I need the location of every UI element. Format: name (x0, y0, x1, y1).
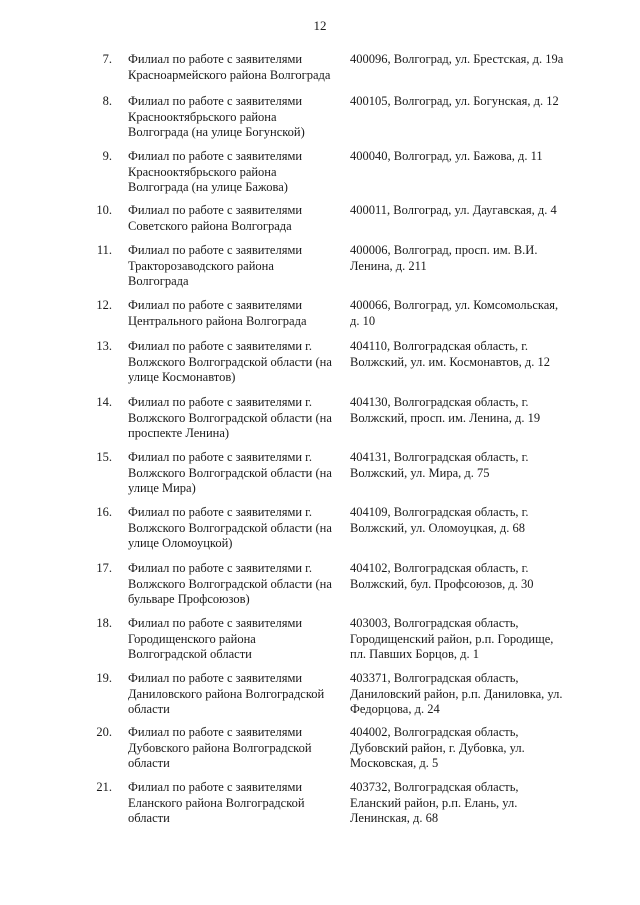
address-line: Даниловский район, р.п. Даниловка, ул. (350, 686, 563, 701)
address-line: Ленина, д. 211 (350, 258, 427, 273)
branch-name (128, 561, 346, 608)
branch-address (350, 671, 580, 718)
branch-name-line: Волжского Волгоградской области (на (128, 410, 332, 425)
row-number: 20. (96, 725, 112, 739)
branch-name-line: Филиал по работе с заявителями г. (128, 450, 313, 464)
row-number: 16. (96, 505, 112, 519)
branch-address (350, 505, 580, 536)
branch-name-line: Центрального района Волгограда (128, 313, 307, 328)
address-line: 400096, Волгоград, ул. Брестская, д. 19а (350, 52, 564, 66)
address-line: 404002, Волгоградская область, (350, 725, 519, 739)
page-number: 12 (313, 18, 327, 33)
branch-name (128, 298, 346, 329)
branch-name-line: Советского района Волгограда (128, 218, 292, 233)
row-number: 19. (96, 671, 112, 685)
branch-name (128, 505, 346, 552)
branch-name-line: Краснооктябрьского района (128, 109, 277, 124)
branch-name-line: Волжского Волгоградской области (на (128, 576, 332, 591)
branch-name-line: области (128, 756, 170, 770)
branch-name-line: Филиал по работе с заявителями (128, 52, 303, 66)
branch-name-line: области (128, 702, 170, 716)
branch-name-line: Филиал по работе с заявителями г. (128, 561, 313, 575)
branch-name (128, 725, 346, 772)
branch-name-line: Городищенского района (128, 631, 256, 646)
row-number: 14. (96, 395, 112, 409)
branch-name (128, 149, 346, 196)
row-number: 13. (96, 339, 112, 353)
branch-name-line: Красноармейского района Волгограда (128, 67, 331, 82)
branch-name (128, 671, 346, 718)
address-line: д. 10 (350, 313, 376, 328)
branch-name-line: Краснооктябрьского района (128, 164, 277, 179)
address-line: 400011, Волгоград, ул. Даугавская, д. 4 (350, 203, 557, 217)
row-number: 12. (96, 298, 112, 312)
address-line: Московская, д. 5 (350, 756, 439, 770)
address-line: 403732, Волгоградская область, (350, 780, 519, 794)
address-line: 400066, Волгоград, ул. Комсомольская, (350, 298, 559, 312)
branch-name-line: Филиал по работе с заявителями (128, 725, 303, 739)
address-line: 400105, Волгоград, ул. Богунская, д. 12 (350, 94, 559, 108)
address-line: Волжский, ул. Оломоуцкая, д. 68 (350, 520, 525, 535)
branch-name (128, 339, 346, 386)
branch-name-line: Филиал по работе с заявителями (128, 203, 303, 217)
address-line: 403371, Волгоградская область, (350, 671, 519, 685)
address-line: Еланский район, р.п. Елань, ул. (350, 795, 518, 810)
row-number: 15. (96, 450, 112, 464)
branch-address (350, 450, 580, 481)
branch-name-line: Волгограда (на улице Богунской) (128, 125, 305, 139)
branch-name-line: улице Мира) (128, 481, 196, 495)
branch-address (350, 203, 580, 219)
row-number: 10. (96, 203, 112, 217)
row-number: 17. (96, 561, 112, 575)
branch-name-line: бульваре Профсоюзов) (128, 592, 250, 606)
address-line: пл. Павших Борцов, д. 1 (350, 647, 479, 661)
branch-name-line: улице Оломоуцкой) (128, 536, 233, 550)
row-number: 8. (102, 94, 112, 108)
branch-name (128, 94, 346, 141)
address-line: Федорцова, д. 24 (350, 702, 440, 716)
branch-address (350, 616, 580, 663)
address-line: 403003, Волгоградская область, (350, 616, 519, 630)
branch-name-line: Филиал по работе с заявителями г. (128, 395, 313, 409)
address-line: 404109, Волгоградская область, г. (350, 505, 529, 519)
row-number: 9. (102, 149, 112, 163)
branch-name-line: Дубовского района Волгоградской (128, 740, 312, 755)
row-number: 11. (96, 243, 112, 257)
branch-name (128, 52, 346, 83)
address-line: 404131, Волгоградская область, г. (350, 450, 529, 464)
branch-name (128, 616, 346, 663)
branch-name (128, 450, 346, 497)
address-line: 404130, Волгоградская область, г. (350, 395, 529, 409)
row-number: 7. (102, 52, 112, 66)
branch-address (350, 561, 580, 592)
address-line: 404102, Волгоградская область, г. (350, 561, 529, 575)
branch-name-line: Еланского района Волгоградской (128, 795, 305, 810)
address-line: Волжский, ул. им. Космонавтов, д. 12 (350, 354, 550, 369)
branch-address (350, 243, 580, 274)
branch-name (128, 203, 346, 234)
branch-name-line: Волжского Волгоградской области (на (128, 465, 332, 480)
branch-name-line: Волжского Волгоградской области (на (128, 520, 332, 535)
branch-address (350, 94, 580, 110)
branch-name-line: Тракторозаводского района (128, 258, 274, 273)
branch-address (350, 725, 580, 772)
branch-address (350, 52, 580, 68)
branch-name-line: Филиал по работе с заявителями (128, 149, 303, 163)
branch-name-line: Филиал по работе с заявителями г. (128, 339, 313, 353)
branch-name-line: Филиал по работе с заявителями (128, 243, 303, 257)
branch-address (350, 149, 580, 165)
branch-name-line: улице Космонавтов) (128, 370, 236, 384)
address-line: 400006, Волгоград, просп. им. В.И. (350, 243, 538, 257)
branch-name (128, 780, 346, 827)
address-line: Дубовский район, г. Дубовка, ул. (350, 740, 525, 755)
address-line: 404110, Волгоградская область, г. (350, 339, 529, 353)
address-line: Волжский, ул. Мира, д. 75 (350, 465, 490, 480)
branch-name-line: Волгоградской области (128, 647, 252, 661)
branch-name (128, 395, 346, 442)
branch-name-line: проспекте Ленина) (128, 426, 230, 440)
address-line: Волжский, просп. им. Ленина, д. 19 (350, 410, 541, 425)
branch-name-line: Волжского Волгоградской области (на (128, 354, 332, 369)
branch-name-line: Филиал по работе с заявителями (128, 780, 303, 794)
branch-name-line: Филиал по работе с заявителями (128, 671, 303, 685)
address-line: 400040, Волгоград, ул. Бажова, д. 11 (350, 149, 543, 163)
row-number: 21. (96, 780, 112, 794)
branch-address (350, 780, 580, 827)
branch-address (350, 298, 580, 329)
branch-name-line: Даниловского района Волгоградской (128, 686, 325, 701)
branch-name-line: Филиал по работе с заявителями г. (128, 505, 313, 519)
branch-address (350, 395, 580, 426)
branch-address (350, 339, 580, 370)
branch-name-line: Филиал по работе с заявителями (128, 298, 303, 312)
branch-name-line: Волгограда (128, 274, 189, 288)
branch-name (128, 243, 346, 290)
branch-name-line: Филиал по работе с заявителями (128, 94, 303, 108)
branch-name-line: области (128, 811, 170, 825)
address-line: Волжский, бул. Профсоюзов, д. 30 (350, 576, 534, 591)
row-number: 18. (96, 616, 112, 630)
branch-name-line: Филиал по работе с заявителями (128, 616, 303, 630)
branch-name-line: Волгограда (на улице Бажова) (128, 180, 288, 194)
address-line: Ленинская, д. 68 (350, 811, 439, 825)
address-line: Городищенский район, р.п. Городище, (350, 631, 554, 646)
